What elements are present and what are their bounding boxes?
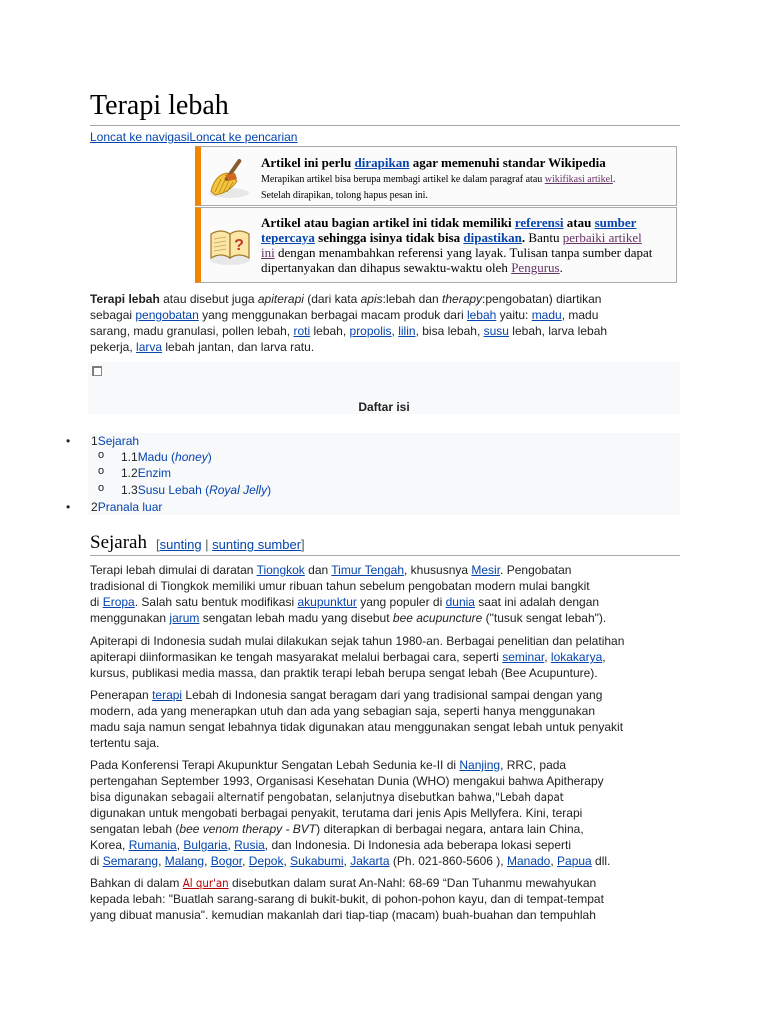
toc-item-madu[interactable] [121,449,212,465]
cleanup-notice [195,146,677,206]
body-text: sengatan lebah madu yang disebut [199,611,393,625]
toc-number: 1.2 [121,466,138,480]
body-text: kursus, publikasi media massa, dan praktik terapi lebah berupa sengat lebah (Bee Acupunture). [90,666,598,680]
pengobatan-link[interactable]: pengobatan [135,308,199,322]
body-text: . Salah satu bentuk modifikasi [134,595,298,609]
toc-number: 1 [91,434,98,448]
body-text: Bahkan di dalam [90,876,183,890]
tiongkok-link[interactable]: Tiongkok [256,563,305,577]
broom-icon [207,155,253,199]
intro-text: sarang, madu granulasi, pollen lebah, [90,324,294,338]
dipastikan-link[interactable]: dipastikan [463,230,522,245]
roti-link[interactable]: roti [293,324,311,338]
toc-item-susu-lebah[interactable] [121,482,271,498]
intro-text: lebah, [310,324,350,338]
body-text: modern, ada yang menerapkan utuh dan ada yang sebagian saja, seperti hanya menggunakan [90,704,596,718]
body-text: pertengahan September 1993, Organisasi Kesehatan Dunia (WHO) mengakui bahwa Apitherapy [90,774,604,788]
body-text: , [550,854,558,868]
intro-paragraph [90,291,685,355]
notice-text: dengan menambahkan referensi yang layak. Tulisan tanpa sumber dapat [274,245,653,260]
body-italic: bee venom therapy - BVT [179,822,317,836]
cleanup-notice-text [261,155,668,202]
body-text: sengatan lebah ( [90,822,180,836]
toc-label[interactable]: Pranala luar [97,500,163,514]
terapi-link[interactable]: terapi [152,688,183,702]
body-text: , khususnya [404,563,472,577]
toc-number: 1.1 [121,450,138,464]
nanjing-link[interactable]: Nanjing [459,758,501,772]
body-text: , RRC, pada [500,758,567,772]
toc-bullet: • [66,500,71,514]
wikifikasi-link[interactable]: wikifikasi artikel [544,174,613,185]
toc-title: Daftar isi [358,400,410,414]
sukabumi-link[interactable]: Sukabumi [290,854,344,868]
lebah-link[interactable]: lebah [466,308,497,322]
body-text: di [90,595,103,609]
page-title: Terapi lebah [90,90,229,121]
body-text: bisa digunakan sebagaii alternatif pengobatan, selanjutnya disebutkan bahwa,"Lebah dapat [90,790,564,804]
intro-text: yang menggunakan berbagai macam produk dari [198,308,467,322]
body-text: , dan Indonesia. Di Indonesia ada beberapa lokasi seperti [264,838,572,852]
manado-link[interactable]: Manado [506,854,551,868]
body-text: Apiterapi di Indonesia sudah mulai dilakukan sejak tahun 1980-an. Berbagai penelitian dan pelatihan [90,634,625,648]
body-text: Lebah di Indonesia sangat beragam dari yang tradisional sampai dengan yang [182,688,603,702]
propolis-link[interactable]: propolis [349,324,392,338]
toc-sub-bullet: o [98,482,105,494]
notice-text: Artikel ini perlu [261,155,355,170]
toc-label-italic[interactable]: honey [175,450,208,464]
intro-text: :pengobatan) diartikan [482,292,602,306]
semarang-link[interactable]: Semarang [102,854,159,868]
body-text: dan [304,563,332,577]
body-text: di [90,854,103,868]
larva-link[interactable]: larva [136,340,163,354]
jakarta-link[interactable]: Jakarta [350,854,390,868]
intro-text: yaitu: [496,308,532,322]
sunting-sumber-link[interactable]: sunting sumber [212,537,302,552]
dunia-link[interactable]: dunia [445,595,475,609]
edit-bracket: ] [301,537,305,552]
toc-toggle-checkbox[interactable] [92,366,102,376]
notice-small-part: Setelah dirapikan, tolong hapus pesan ini. [261,190,428,201]
pengurus-link[interactable]: Pengurus [511,260,560,275]
susu-link[interactable]: susu [483,324,509,338]
timur-tengah-link[interactable]: Timur Tengah [331,563,404,577]
intro-bold-term: Terapi lebah [90,292,160,306]
rumania-link[interactable]: Rumania [128,838,177,852]
sejarah-paragraph-1 [90,562,685,626]
notice-text: dipertanyakan dan dihapus sewaktu-waktu oleh [261,260,512,275]
sunting-link[interactable]: sunting [159,537,202,552]
intro-text: :lebah dan [382,292,443,306]
intro-text: lebah jantan, dan larva ratu. [162,340,315,354]
intro-text: (dari kata [303,292,361,306]
body-text: . Pengobatan [500,563,572,577]
toc-sub-bullet: o [98,449,105,461]
intro-italic: therapy [442,292,483,306]
lokakarya-link[interactable]: lokakarya [550,650,603,664]
body-text: saat ini adalah dengan [474,595,600,609]
body-italic: bee acupuncture [392,611,483,625]
section-heading-sejarah: Sejarah [90,532,147,553]
intro-text: pekerja, [90,340,137,354]
intro-text: , bisa lebah, [415,324,484,338]
section-divider [90,555,680,556]
body-text: tradisional di Tiongkok memiliki umur ribuan tahun sebelum pengobatan modern mulai bangkit [90,579,590,593]
notice-text: Bantu [525,230,563,245]
jump-to-navigation-link[interactable]: Loncat ke navigasi [90,130,190,144]
body-text: tertentu saja. [90,736,160,750]
body-text: digunakan untuk mengobati berbagai penyakit, terutama dari jenis Apis Mellyfera. Kini, terapi [90,806,583,820]
toc-item-pranala-luar[interactable] [91,499,162,515]
notice-text: Artikel atau bagian artikel ini tidak memiliki [261,215,515,230]
body-text: , [544,650,551,664]
body-text: , [227,838,235,852]
akupunktur-link[interactable]: akupunktur [297,595,357,609]
body-text: , [602,650,606,664]
toc-label-italic[interactable]: Royal Jelly [209,483,268,497]
toc-item-sejarah[interactable] [91,433,139,449]
papua-link[interactable]: Papua [557,854,592,868]
body-text: (Ph. 021-860-5606 ), [389,854,507,868]
eropa-link[interactable]: Eropa [102,595,135,609]
body-text: kepada lebah: "Buatlah sarang-sarang di bukit-bukit, di pohon-pohon kayu, dan di tempat-tempat [90,892,604,906]
notice-text: atau [563,215,595,230]
body-text: dll. [591,854,611,868]
intro-text: lebah, larva lebah [508,324,608,338]
seminar-link[interactable]: seminar [502,650,545,664]
toc-label[interactable]: Enzim [137,466,172,480]
sejarah-paragraph-3 [90,687,685,751]
book-question-icon [207,222,253,266]
intro-text: atau disebut juga [159,292,258,306]
toc-label[interactable]: Madu ( [137,450,176,464]
body-text: , [176,838,184,852]
body-text: Korea, [90,838,129,852]
perbaiki-artikel-link-cont[interactable]: ini [261,245,275,260]
edit-separator: | [201,537,213,552]
toc-label[interactable]: ) [207,450,212,464]
intro-italic: apiterapi [257,292,304,306]
perbaiki-artikel-link[interactable]: perbaiki artikel [562,230,642,245]
toc-label[interactable]: Susu Lebah ( [137,483,210,497]
body-text: yang populer di [356,595,446,609]
notice-small-text [261,174,615,201]
body-text: yang dibuat manusia". kemudian makanlah dari tiap-tiap (macam) buah-buahan dan tempuhlah [90,908,596,922]
sejarah-paragraph-4: Pada Konferensi Terapi Akupunktur Sengatan Lebah Sedunia ke-II di Nanjing, RRC, pada pertengahan September 1993, Organisasi Kesehatan Dunia (WHO) mengakui bahwa Apitherapy bisa digunakan sebagaii alternatif pengobatan, selanjutnya disebutkan bahwa,"Lebah dapat digunakan untuk mengobati berbagai penyakit, terutama dari jenis Apis Mellyfera. Kini, terapi sengatan lebah (bee venom therapy - BVT) diterapkan di berbagai negara, antara lain China, Korea, Rumania, Bulgaria, Rusia, dan Indonesia. Di Indonesia ada beberapa lokasi seperti di Semarang, Malang, Bogor, Depok, Sukabumi, Jakarta (Ph. 021-860-5606 ), Manado, Papua dll. [90,758,611,868]
unreferenced-notice-text [261,215,668,275]
jump-to-search-link[interactable]: Loncat ke pencarian [189,130,298,144]
body-text: ("tusuk sengat lebah"). [482,611,607,625]
bulgaria-link[interactable]: Bulgaria [183,838,228,852]
malang-link[interactable]: Malang [164,854,205,868]
notice-text: sehingga isinya tidak bisa [314,230,464,245]
toc-bullet: • [66,434,71,448]
intro-text: , [391,324,399,338]
svg-text:?: ? [234,237,244,254]
mesir-link[interactable]: Mesir [471,563,501,577]
notice-text: . [559,260,563,275]
referensi-link[interactable]: referensi [514,215,564,230]
body-text: madu saja namun sengat lebahnya tidak digunakan atau menggunakan sengat lebah untuk penyakit [90,720,624,734]
body-text: menggunakan [90,611,170,625]
body-text: apiterapi diinformasikan ke tengah masyarakat melalui berbagai cara, seperti [90,650,503,664]
edit-bracket: [ [156,537,160,552]
toc-sub-bullet: o [98,465,105,477]
toc-number: 1.3 [121,483,138,497]
notice-text: agar memenuhi standar Wikipedia [409,155,606,170]
intro-text: , madu [561,308,599,322]
lilin-link[interactable]: lilin [398,324,416,338]
jarum-link[interactable]: jarum [169,611,200,625]
body-text: Terapi lebah dimulai di daratan [90,563,257,577]
tepercaya-link[interactable]: tepercaya [261,230,315,245]
sejarah-paragraph-2 [90,633,685,681]
unreferenced-notice [195,207,677,283]
intro-text: sebagai [90,308,136,322]
madu-link[interactable]: madu [531,308,562,322]
notice-small-part: Merapikan artikel bisa berupa membagi artikel ke dalam paragraf atau [261,174,545,185]
bogor-link[interactable]: Bogor [210,854,243,868]
body-text: Pada Konferensi Terapi Akupunktur Sengatan Lebah Sedunia ke-II di [90,758,460,772]
section-edit-links [156,537,305,552]
sumber-link[interactable]: sumber [594,215,637,230]
toc-list [88,433,680,515]
body-text: disebutkan dalam surat An-Nahl: 68-69 “Dan Tuhanmu mewahyukan [228,876,597,890]
toc-number: 2 [91,500,98,514]
intro-italic: apis [360,292,383,306]
notice-text: . [521,230,526,245]
dirapikan-link[interactable]: dirapikan [354,155,410,170]
sejarah-paragraph-5 [90,875,685,923]
depok-link[interactable]: Depok [248,854,284,868]
body-text: Penerapan [90,688,153,702]
body-text: ) diterapkan di berbagai negara, antara lain China, [316,822,584,836]
toc-item-enzim[interactable] [121,465,171,481]
jump-links [90,130,297,144]
notice-small-part: . [612,174,616,185]
toc-label[interactable]: Sejarah [97,434,140,448]
toc-label[interactable]: ) [267,483,272,497]
rusia-link[interactable]: Rusia [234,838,265,852]
al-quran-link[interactable]: Al qur'an [182,876,229,890]
title-divider [90,125,680,126]
